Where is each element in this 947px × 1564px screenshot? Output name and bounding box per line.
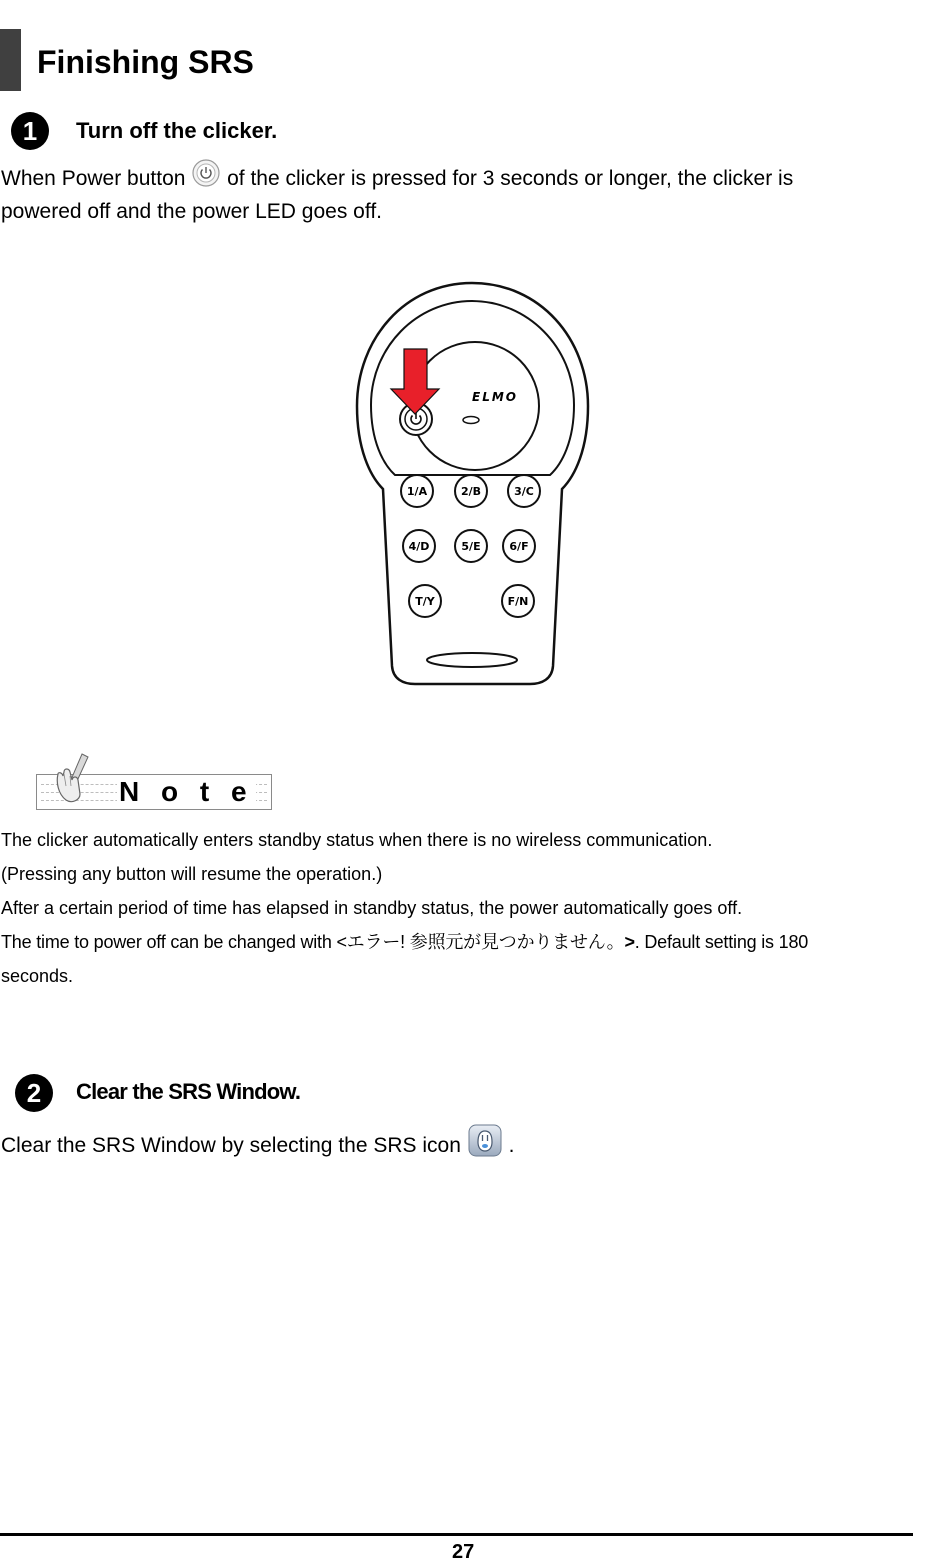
step-2-text	[1, 1124, 514, 1169]
note-line-2: (Pressing any button will resume the operation.)	[1, 864, 383, 884]
note-line-4-suffix: . Default setting is 180	[634, 932, 809, 952]
page-title: Finishing SRS	[37, 44, 254, 80]
clicker-button-f-n	[502, 585, 534, 617]
note-line-4-prefix: The time to power off can be changed with <エラー! 参照元が見つかりません。	[1, 932, 625, 952]
note-line-1: The clicker automatically enters standby status when there is no wireless communication.	[1, 830, 713, 850]
step-1-badge: 1	[11, 112, 49, 150]
step-1-text-before-icon: When Power button	[1, 167, 186, 191]
clicker-button-4-d	[403, 530, 435, 562]
elmo-logo-text: ELMO	[472, 390, 518, 404]
svg-text:6/F: 6/F	[509, 540, 529, 553]
svg-text:T/Y: T/Y	[415, 595, 435, 608]
clicker-button-6-f	[503, 530, 535, 562]
note-line-4-bracket: >	[624, 932, 635, 952]
step-1-title: Turn off the clicker.	[76, 118, 278, 143]
srs-icon	[467, 1124, 503, 1169]
page-number: 27	[452, 1541, 475, 1563]
svg-text:4/D: 4/D	[408, 540, 430, 553]
note-line-4	[1, 925, 808, 959]
clicker-button-t-y	[409, 585, 441, 617]
svg-text:1/A: 1/A	[406, 485, 428, 498]
footer-rule	[0, 1533, 913, 1536]
step-2-title: Clear the SRS Window.	[76, 1079, 301, 1104]
clicker-illustration	[355, 281, 590, 686]
step-1-text-after-icon: of the clicker is pressed for 3 seconds or longer, the clicker is	[227, 167, 794, 191]
svg-text:3/C: 3/C	[514, 485, 534, 498]
step-2-text-before-icon: Clear the SRS Window by selecting the SRS icon	[1, 1134, 461, 1158]
step-2-badge: 2	[15, 1074, 53, 1112]
note-line-5: seconds.	[1, 966, 74, 986]
step-1-text-line2: powered off and the power LED goes off.	[1, 200, 382, 223]
note-label: N o t e	[119, 776, 254, 807]
pencil-hand-icon	[52, 752, 96, 815]
svg-text:2/B: 2/B	[460, 485, 482, 498]
step-2-text-after-icon: .	[508, 1134, 515, 1158]
svg-text:F/N: F/N	[507, 595, 529, 608]
clicker-button-2-b	[455, 475, 487, 507]
heading-bar	[0, 29, 21, 91]
note-line-3: After a certain period of time has elapsed in standby status, the power automatically goes off.	[1, 898, 743, 918]
svg-text:5/E: 5/E	[461, 540, 481, 553]
clicker-button-3-c	[508, 475, 540, 507]
clicker-button-1-a	[401, 475, 433, 507]
clicker-button-5-e	[455, 530, 487, 562]
